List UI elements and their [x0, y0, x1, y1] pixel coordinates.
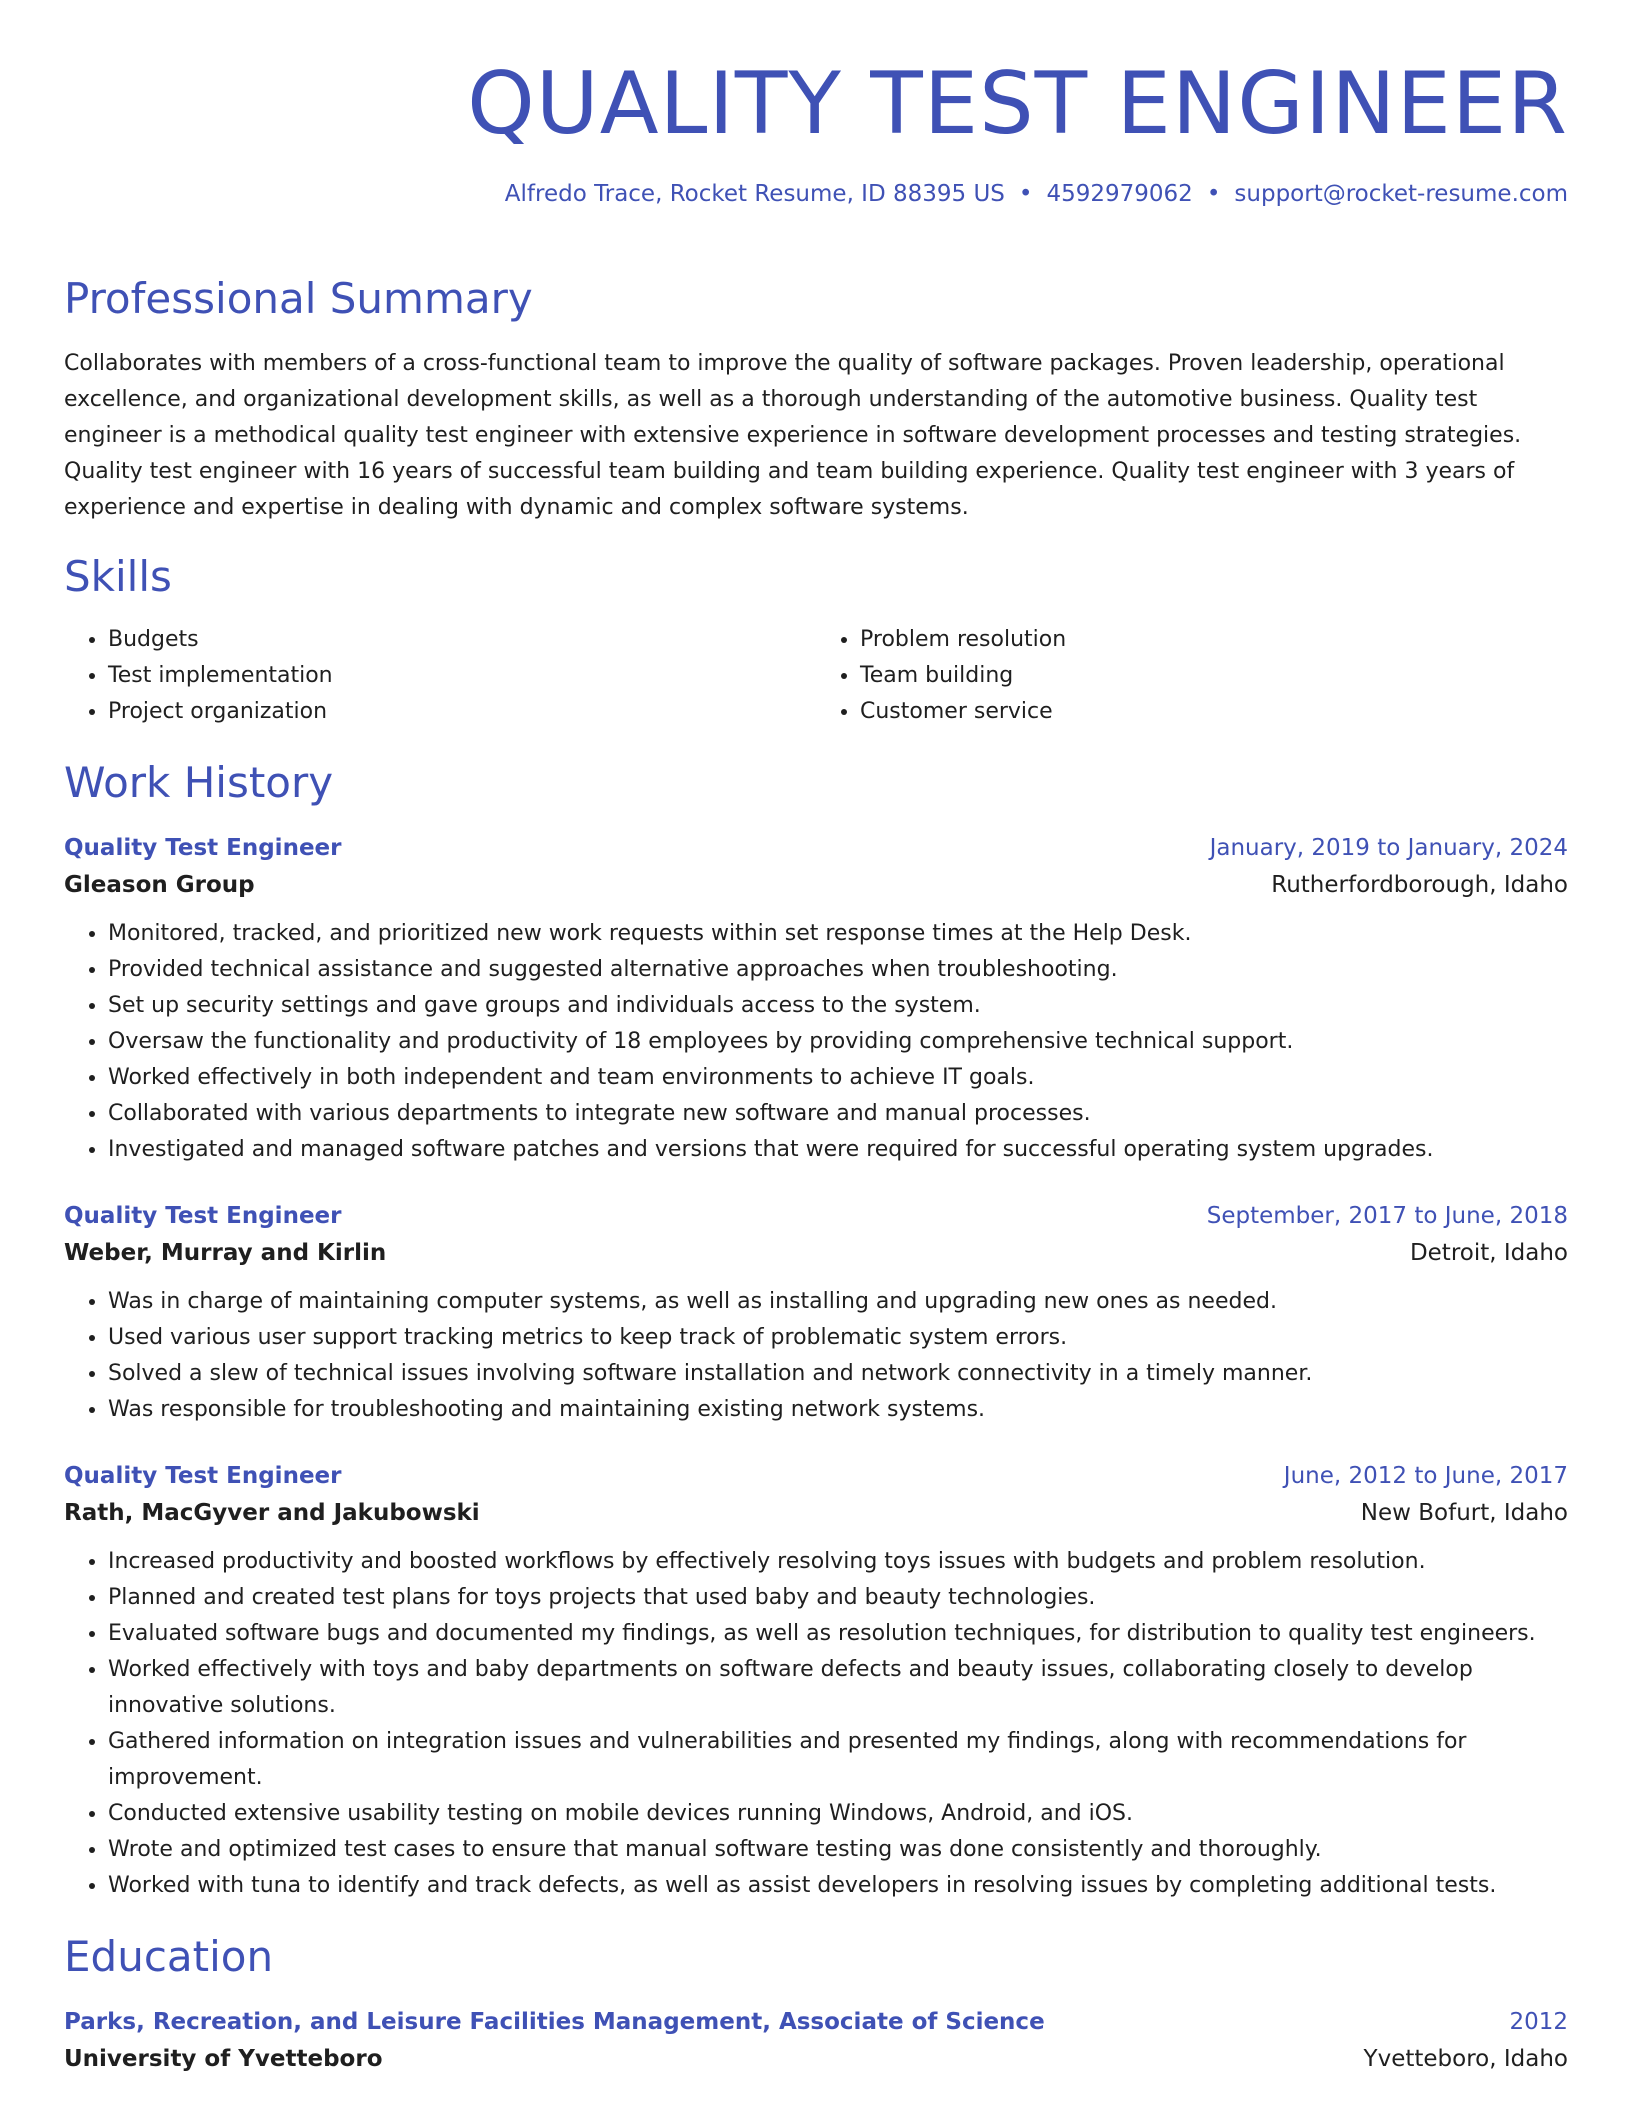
contact-address: Alfredo Trace, Rocket Resume, ID 88395 US: [504, 181, 1005, 207]
job-bullet: • Was in charge of maintaining computer systems, as well as installing and upgrading new ones as needed.: [108, 1284, 1568, 1320]
job-bullet: • Monitored, tracked, and prioritized new work requests within set response times at the Help Desk.: [108, 916, 1568, 952]
contact-separator: •: [1018, 181, 1033, 207]
education-degree: Parks, Recreation, and Leisure Facilities Management, Associate of Science: [64, 2009, 1045, 2035]
skill-item: • Budgets: [108, 622, 816, 658]
job-entry: [64, 1198, 1568, 1428]
job-bullet: • Conducted extensive usability testing on mobile devices running Windows, Android, and iOS.: [108, 1796, 1568, 1832]
job-bullet: • Collaborated with various departments to integrate new software and manual processes.: [108, 1096, 1568, 1132]
job-bullets: [64, 916, 1568, 1168]
job-location: New Bofurt, Idaho: [1360, 1500, 1568, 1526]
section-title-work-history: Work History: [64, 758, 334, 807]
job-title: Quality Test Engineer: [64, 1463, 342, 1489]
contact-phone[interactable]: 4592979062: [1046, 181, 1193, 207]
skill-item: • Project organization: [108, 694, 816, 730]
job-location: Rutherfordborough, Idaho: [1271, 872, 1568, 898]
job-bullet: • Investigated and managed software patches and versions that were required for successful operating system upgrades.: [108, 1132, 1568, 1168]
job-bullet: • Planned and created test plans for toys projects that used baby and beauty technologies.: [108, 1580, 1568, 1616]
section-title-education: Education: [64, 1932, 274, 1981]
job-company: Gleason Group: [64, 872, 255, 898]
education-school: University of Yvetteboro: [64, 2046, 383, 2072]
job-bullets: [64, 1284, 1568, 1428]
contact-separator: •: [1206, 181, 1221, 207]
job-bullet: • Wrote and optimized test cases to ensure that manual software testing was done consistently and thoroughly.: [108, 1832, 1568, 1868]
contact-line: [505, 178, 1568, 210]
job-entry: [64, 830, 1568, 1168]
job-bullet: • Provided technical assistance and suggested alternative approaches when troubleshooting.: [108, 952, 1568, 988]
job-bullet: • Worked effectively in both independent and team environments to achieve IT goals.: [108, 1060, 1568, 1096]
section-title-skills: Skills: [64, 552, 172, 601]
section-title-summary: Professional Summary: [64, 274, 533, 323]
skill-item: • Team building: [860, 658, 1568, 694]
job-dates: January, 2019 to January, 2024: [1209, 835, 1568, 861]
education-location: Yvetteboro, Idaho: [1363, 2046, 1568, 2072]
contact-email[interactable]: support@rocket-resume.com: [1234, 181, 1568, 207]
job-company: Weber, Murray and Kirlin: [64, 1240, 387, 1266]
job-dates: June, 2012 to June, 2017: [1283, 1463, 1568, 1489]
education-year: 2012: [1509, 2009, 1568, 2035]
job-bullets: [64, 1544, 1568, 1904]
skills-column-left: [64, 622, 816, 730]
job-bullet: • Solved a slew of technical issues involving software installation and network connectivity in a timely manner.: [108, 1356, 1568, 1392]
job-bullet: • Was responsible for troubleshooting and maintaining existing network systems.: [108, 1392, 1568, 1428]
job-title: Quality Test Engineer: [64, 1203, 342, 1229]
job-bullet: • Worked with tuna to identify and track defects, as well as assist developers in resolving issues by completing additional tests.: [108, 1868, 1568, 1904]
job-bullet: • Evaluated software bugs and documented my findings, as well as resolution techniques, for distribution to quality test engineers.: [108, 1616, 1568, 1652]
job-title: Quality Test Engineer: [64, 835, 342, 861]
job-bullet: • Oversaw the functionality and productivity of 18 employees by providing comprehensive technical support.: [108, 1024, 1568, 1060]
summary-text: Collaborates with members of a cross-functional team to improve the quality of software packages. Proven leadership, operational excellence, and organizational development skills, as well as a thorough understanding of the automotive business. Quality test engineer is a methodical quality test engineer with extensive experience in software development processes and testing strategies. Quality test engineer with 16 years of successful team building and team building experience. Quality test engineer with 3 years of experience and expertise in dealing with dynamic and complex software systems.: [64, 351, 1522, 520]
skills-list: [64, 622, 1568, 730]
job-bullet: • Set up security settings and gave groups and individuals access to the system.: [108, 988, 1568, 1024]
job-bullet: • Used various user support tracking metrics to keep track of problematic system errors.: [108, 1320, 1568, 1356]
skill-item: • Problem resolution: [860, 622, 1568, 658]
job-bullet: • Gathered information on integration issues and vulnerabilities and presented my findings, along with recommendations for improvement.: [108, 1724, 1568, 1796]
job-dates: September, 2017 to June, 2018: [1206, 1203, 1568, 1229]
job-location: Detroit, Idaho: [1409, 1240, 1568, 1266]
job-bullet: • Worked effectively with toys and baby departments on software defects and beauty issues, collaborating closely to develop innovative solutions.: [108, 1652, 1568, 1724]
education-entry: [64, 2004, 1568, 2078]
skill-item: • Test implementation: [108, 658, 816, 694]
job-company: Rath, MacGyver and Jakubowski: [64, 1500, 480, 1526]
job-entry: [64, 1458, 1568, 1904]
skills-column-right: [816, 622, 1568, 730]
skill-item: • Customer service: [860, 694, 1568, 730]
candidate-title: QUALITY TEST ENGINEER: [467, 54, 1568, 154]
job-bullet: • Increased productivity and boosted workflows by effectively resolving toys issues with budgets and problem resolution.: [108, 1544, 1568, 1580]
